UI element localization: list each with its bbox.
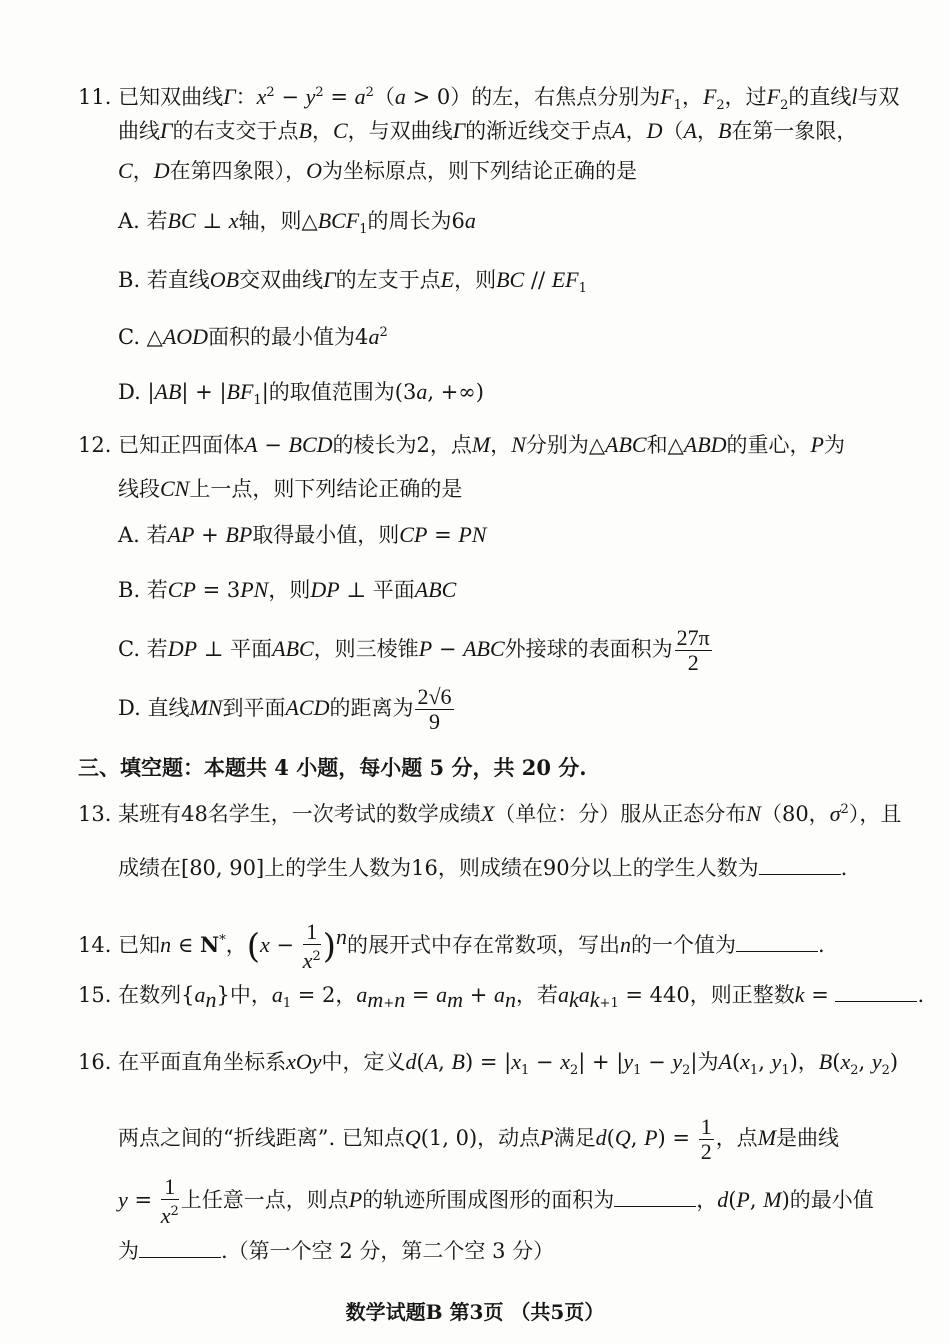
question-16-number: 16.	[78, 1050, 112, 1074]
question-12-line-2: 线段CN上一点，则下列结论正确的是	[118, 476, 463, 501]
section-3-heading: 三、填空题：本题共 4 小题，每小题 5 分，共 20 分.	[78, 755, 587, 780]
fraction-1-over-x-squared-curve: $\frac{1}{x^2}$	[160, 1174, 179, 1228]
question-12-option-b: B. 若CP = 3PN，则DP ⊥ 平面ABC	[118, 577, 457, 602]
fraction-1-over-2: $\frac{1}{2}$	[700, 1114, 712, 1164]
answer-blank[interactable]	[835, 981, 917, 1002]
question-11-number: 11.	[78, 85, 112, 109]
fraction-2sqrt6-over-9: $\frac{2√6}{9}$	[417, 684, 452, 734]
question-16-line-4: 为 .（第一个空 2 分，第二个空 3 分）	[118, 1239, 555, 1263]
answer-blank[interactable]	[614, 1186, 696, 1207]
fraction-1-over-x-squared: $\frac{1}{x^2}$	[302, 919, 321, 973]
question-11-line-1: 11. 已知双曲线Γ：$x^2 - y^2 = a^2(a > 0)$的左，右焦点分别为$F_1$，$F_2$，过$F_2$的直线l与双	[78, 84, 900, 114]
question-14-line: 14. 已知n ∈ N*，(x − $\frac{1}{x^2}$ )$^n$的展开式中存在常数项，写出n的一个值为 .	[78, 919, 825, 973]
question-16-line-1: 16. 在平面直角坐标系xOy中，定义d(A, $B) = |x_1 - x_2| + |y_1 - y_2|$为$A(x_1$, $y_1$)，$B(x_2$, $y_2$)	[78, 1049, 899, 1079]
question-12-number: 12.	[78, 433, 112, 457]
question-12-option-a: A. 若AP + BP取得最小值，则CP = PN	[118, 522, 487, 547]
question-11-option-c: C. △AOD面积的最小值为$4a^2$	[118, 324, 388, 349]
question-16-line-3: y = $\frac{1}{x^2}$ 上任意一点，则点P的轨迹所围成图形的面积为 ，d(P, M)的最小值	[118, 1174, 874, 1228]
question-11-option-b: B. 若直线OB交双曲线Γ的左支于点E，则BC // $EF_1$	[118, 267, 587, 297]
page-footer: 数学试题B 第3页 （共5页）	[345, 1300, 605, 1324]
question-12-option-d: D. 直线MN到平面ACD的距离为 $\frac{2√6}{9}$	[118, 684, 452, 734]
question-13-number: 13.	[78, 802, 112, 826]
question-12-line-1: 12. 已知正四面体A − BCD的棱长为2，点M，N分别为△ABC和△ABD的重心，P为	[78, 432, 845, 457]
question-15-number: 15.	[78, 983, 112, 1007]
question-11-option-a: A. 若BC ⊥ x轴，则$\triangle BCF_1$的周长为6a	[118, 208, 476, 238]
question-11-line-2: 曲线Γ的右支交于点B，C，与双曲线Γ的渐近线交于点A，D（A，B在第一象限，	[118, 118, 858, 143]
question-11-option-d: D. $|AB| + |BF_1|$的取值范围为(3a, +∞)	[118, 379, 484, 409]
question-14-number: 14.	[78, 933, 112, 957]
question-13-line-2: 成绩在[80, 90]上的学生人数为16，则成绩在90分以上的学生人数为 .	[118, 856, 848, 880]
answer-blank[interactable]	[736, 931, 818, 952]
answer-blank[interactable]	[139, 1237, 221, 1258]
fraction-27pi-over-2: $\frac{27\pi}{2}$	[676, 625, 710, 675]
question-16-line-2: 两点之间的“折线距离”. 已知点Q(1, 0)，动点P满足d(Q, P) = $\frac{1}{2}$ ，点M是曲线	[118, 1114, 840, 1164]
answer-blank[interactable]	[759, 854, 841, 875]
question-16-score-note: （第一个空 2 分，第二个空 3 分）	[227, 1239, 555, 1263]
question-15-line: 15. 在数列$\{a_n\}$中，$a_1 = 2$，$a_{m+n} = a_m + a_n$，若$a_ka_{k+1} = 440$，则正整数k = .	[78, 982, 925, 1013]
question-11-line-3: C，D在第四象限），O为坐标原点，则下列结论正确的是	[118, 158, 637, 183]
question-13-line-1: 13. 某班有48名学生，一次考试的数学成绩X（单位：分）服从正态分布N（80，$\sigma^2$），且	[78, 801, 902, 826]
question-12-option-c: C. 若DP ⊥ 平面ABC，则三棱锥P − ABC外接球的表面积为 $\frac{27\pi}{2}$	[118, 625, 710, 675]
